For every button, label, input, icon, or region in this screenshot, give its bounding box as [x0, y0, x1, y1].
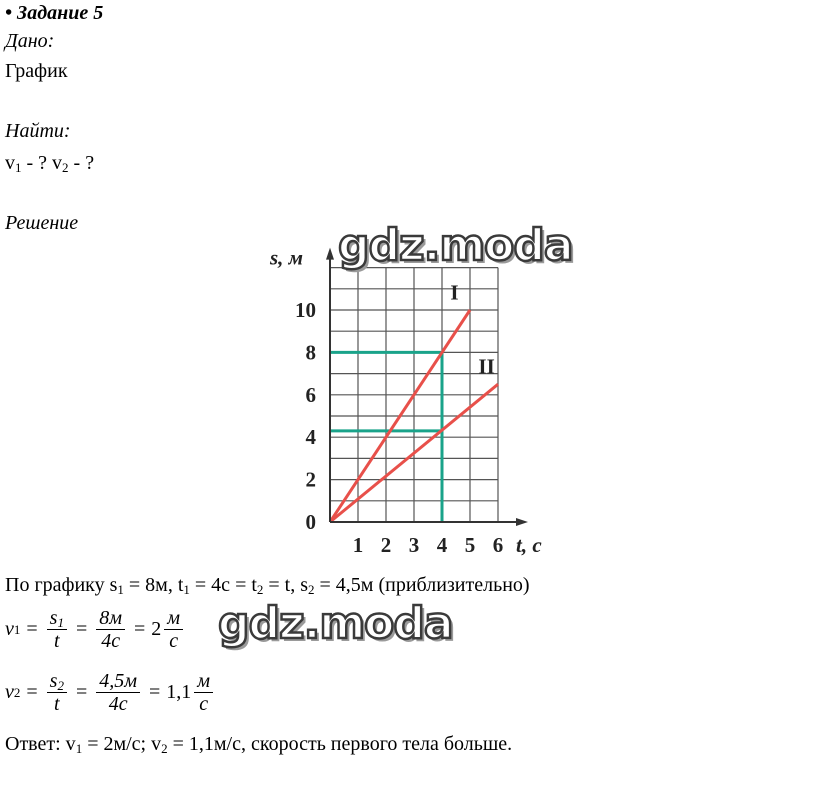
x-tick-label: 4: [436, 533, 448, 557]
bullet: •: [5, 2, 13, 24]
equation-v2: v 2 = $\frac{s_2}{t}$ = $\frac{4,5м}{4с}$ = 1,1 $\frac{м}{с}$: [5, 670, 216, 715]
find-label: Найти:: [5, 120, 71, 142]
y-tick-label: 4: [305, 425, 316, 450]
fraction-8m-4c: $\frac{8м}{4с}$: [96, 607, 125, 652]
x-tick-label: 1: [352, 533, 364, 557]
y-axis-arrow: [326, 248, 334, 260]
find-value: $v_1$ - ? $v_2$ - ?: [5, 152, 95, 175]
y-tick-label: 0: [305, 510, 316, 534]
x-tick-label: 6: [492, 533, 504, 557]
given-label: Дано:: [5, 30, 55, 52]
task-title: [5, 2, 103, 24]
x-tick-label: 5: [464, 533, 476, 557]
series-label-II: II: [478, 354, 495, 379]
x-axis-arrow: [516, 518, 528, 526]
fraction-m-c-2: $\frac{м}{с}$: [194, 670, 213, 715]
watermark-bottom: gdz.moda: [218, 598, 453, 649]
fraction-m-c: $\frac{м}{с}$: [164, 607, 183, 652]
given-value: График: [5, 60, 68, 82]
equation-v1: v 1 = $\frac{s_1}{t}$ = $\frac{8м}{4с}$ = 2 $\frac{м}{с}$: [5, 607, 186, 652]
y-tick-label: 8: [305, 340, 316, 365]
fraction-s1-t: $\frac{s_1}{t}$: [47, 607, 67, 652]
y-axis-label: s, м: [270, 245, 304, 270]
solution-label: Решение: [5, 212, 79, 234]
series-label-I: I: [450, 280, 459, 305]
y-tick-label: 6: [305, 382, 316, 407]
graph-reading: По графику $s_1 = 8м$, $t_1 = 4с = t_2 = t$, $s_2 = 4,5м$ (приблизительно): [5, 574, 530, 597]
answer: Ответ: $v_1 = 2м/с$; $v_2 = 1,1м/с$, скорость первого тела больше.: [5, 733, 513, 756]
x-axis-label: t, с: [516, 533, 542, 557]
x-tick-label: 3: [408, 533, 420, 557]
x-tick-label: 2: [380, 533, 392, 557]
tick-labels: [295, 298, 503, 557]
task-title-text: Задание 5: [17, 2, 104, 24]
fraction-45m-4c: $\frac{4,5м}{4с}$: [96, 670, 140, 715]
y-tick-label: 2: [305, 467, 316, 492]
watermark-top: gdz.moda: [338, 220, 573, 271]
fraction-s2-t: $\frac{s_2}{t}$: [47, 670, 67, 715]
y-tick-label: 10: [295, 298, 316, 322]
